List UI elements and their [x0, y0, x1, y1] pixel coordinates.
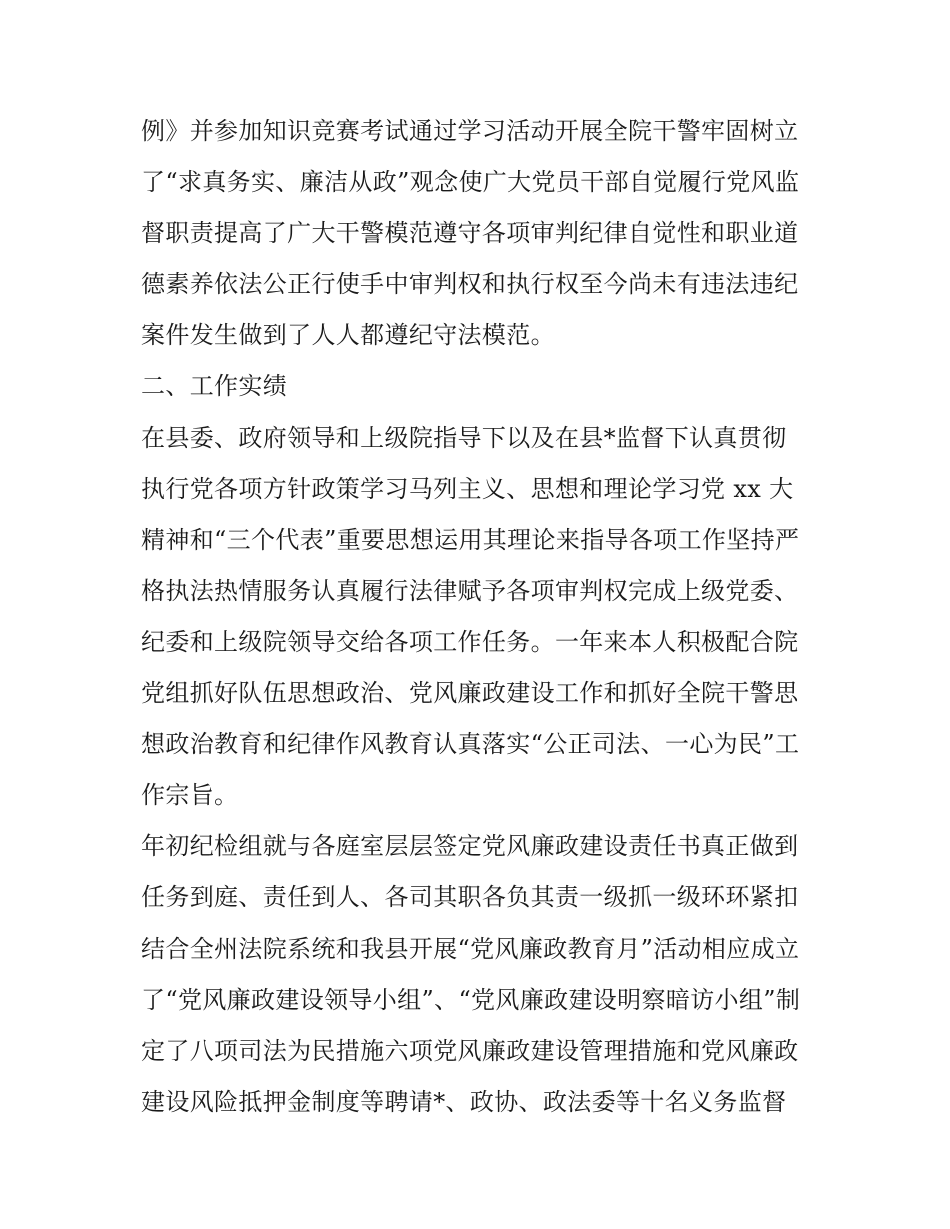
text-line: 了“求真务实、廉洁从政”观念使广大党员干部自觉履行党风监 [141, 168, 800, 197]
text-line: 格执法热情服务认真履行法律赋予各项审判权完成上级党委、 [141, 576, 799, 605]
text-line: 建设风险抵押金制度等聘请*、政协、政法委等十名义务监督 [141, 1087, 787, 1116]
text-line: 定了八项司法为民措施六项党风廉政建设管理措施和党风廉政 [141, 1036, 799, 1065]
text-line: 纪委和上级院领导交给各项工作任务。一年来本人积极配合院 [141, 627, 799, 656]
text-line: 党组抓好队伍思想政治、党风廉政建设工作和抓好全院干警思 [141, 679, 799, 708]
text-line: 案件发生做到了人人都遵纪守法模范。 [141, 321, 555, 350]
section-heading: 二、工作实绩 [141, 372, 288, 401]
text-line: 在县委、政府领导和上级院指导下以及在县*监督下认真贯彻 [141, 423, 787, 452]
text-line: 年初纪检组就与各庭室层层签定党风廉政建设责任书真正做到 [141, 832, 799, 861]
text-line: 执行党各项方针政策学习马列主义、思想和理论学习党 xx 大 [141, 474, 794, 503]
text-line: 任务到庭、责任到人、各司其职各负其责一级抓一级环环紧扣 [141, 883, 799, 912]
text-line: 了“党风廉政建设领导小组”、“党风廉政建设明察暗访小组”制 [141, 985, 801, 1014]
text-line: 精神和“三个代表”重要思想运用其理论来指导各项工作坚持严 [141, 525, 800, 554]
text-line: 德素养依法公正行使手中审判权和执行权至今尚未有违法违纪 [141, 270, 799, 299]
document-body [141, 106, 821, 1128]
text-line: 想政治教育和纪律作风教育认真落实“公正司法、一心为民”工 [141, 730, 800, 759]
text-line: 例》并参加知识竞赛考试通过学习活动开展全院干警牢固树立 [141, 117, 799, 145]
text-line: 督职责提高了广大干警模范遵守各项审判纪律自觉性和职业道 [141, 219, 799, 248]
text-line: 结合全州法院系统和我县开展“党风廉政教育月”活动相应成立 [141, 934, 800, 963]
text-line: 作宗旨。 [141, 781, 239, 810]
